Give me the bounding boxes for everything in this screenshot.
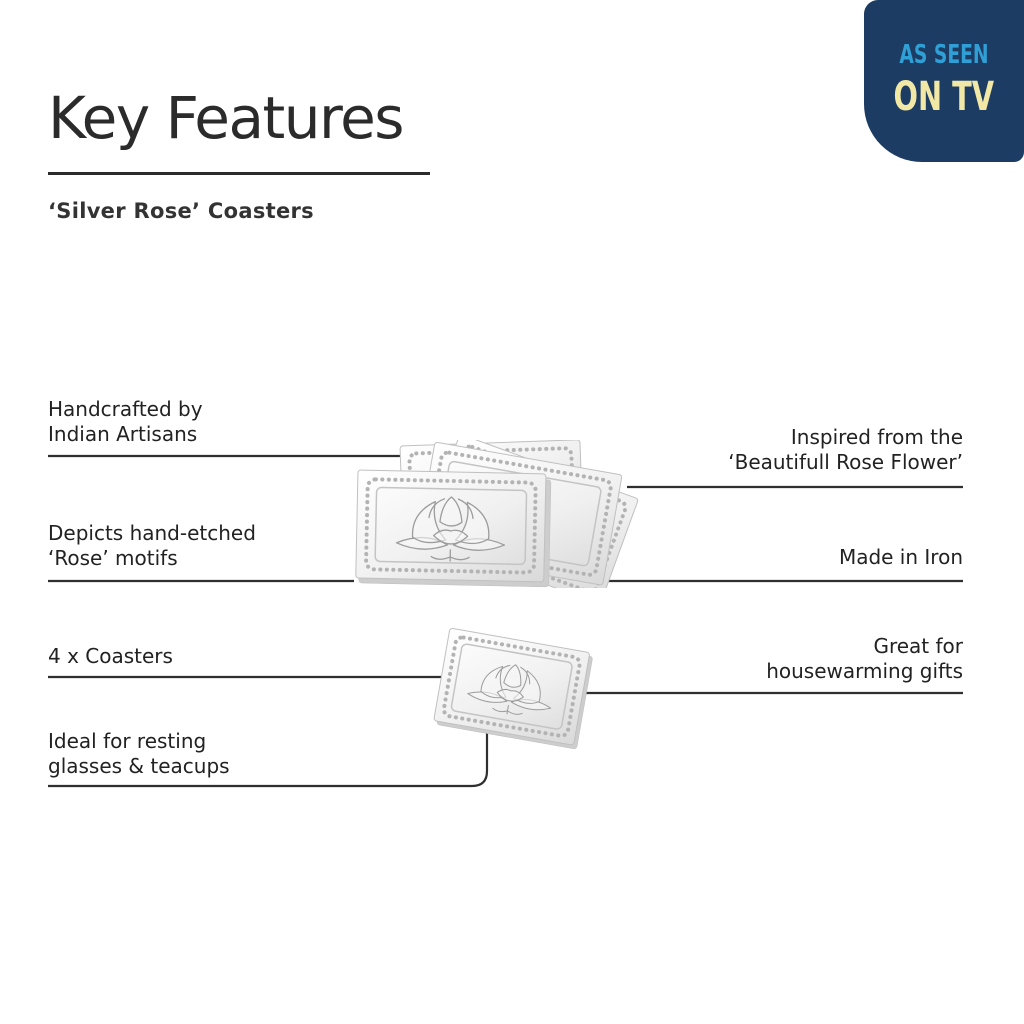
feature-label-line: Great for xyxy=(873,634,963,658)
badge-line1: AS SEEN xyxy=(899,39,989,70)
feature-label-line: housewarming gifts xyxy=(766,659,963,683)
feature-label-line: Inspired from the xyxy=(790,425,963,449)
coaster-front xyxy=(356,470,546,582)
badge-line2: ON TV xyxy=(893,73,995,120)
feature-label-line: ‘Rose’ motifs xyxy=(48,546,178,570)
as-seen-on-tv-badge xyxy=(864,0,1024,162)
feature-label-line: ‘Beautifull Rose Flower’ xyxy=(728,450,963,474)
feature-label-line: Depicts hand-etched xyxy=(48,521,256,545)
feature-label-line: Handcrafted by xyxy=(48,397,203,421)
feature-label-line: Ideal for resting xyxy=(48,729,207,753)
feature-count xyxy=(48,644,173,669)
feature-iron xyxy=(839,545,963,570)
feature-label-line: Made in Iron xyxy=(838,545,963,569)
title-underline xyxy=(48,172,430,175)
feature-label-line: glasses & teacups xyxy=(48,754,230,778)
coaster-stack-image xyxy=(340,440,640,588)
feature-gifts xyxy=(766,634,963,684)
single-coaster-image xyxy=(400,612,610,762)
feature-label-line: 4 x Coasters xyxy=(48,644,173,668)
feature-resting xyxy=(48,729,230,779)
feature-handcrafted xyxy=(48,397,203,447)
page-title: Key Features xyxy=(48,84,403,152)
feature-motifs xyxy=(48,521,256,571)
feature-label-line: Indian Artisans xyxy=(48,422,198,446)
page-subtitle: ‘Silver Rose’ Coasters xyxy=(48,199,314,223)
feature-inspired xyxy=(728,425,963,475)
